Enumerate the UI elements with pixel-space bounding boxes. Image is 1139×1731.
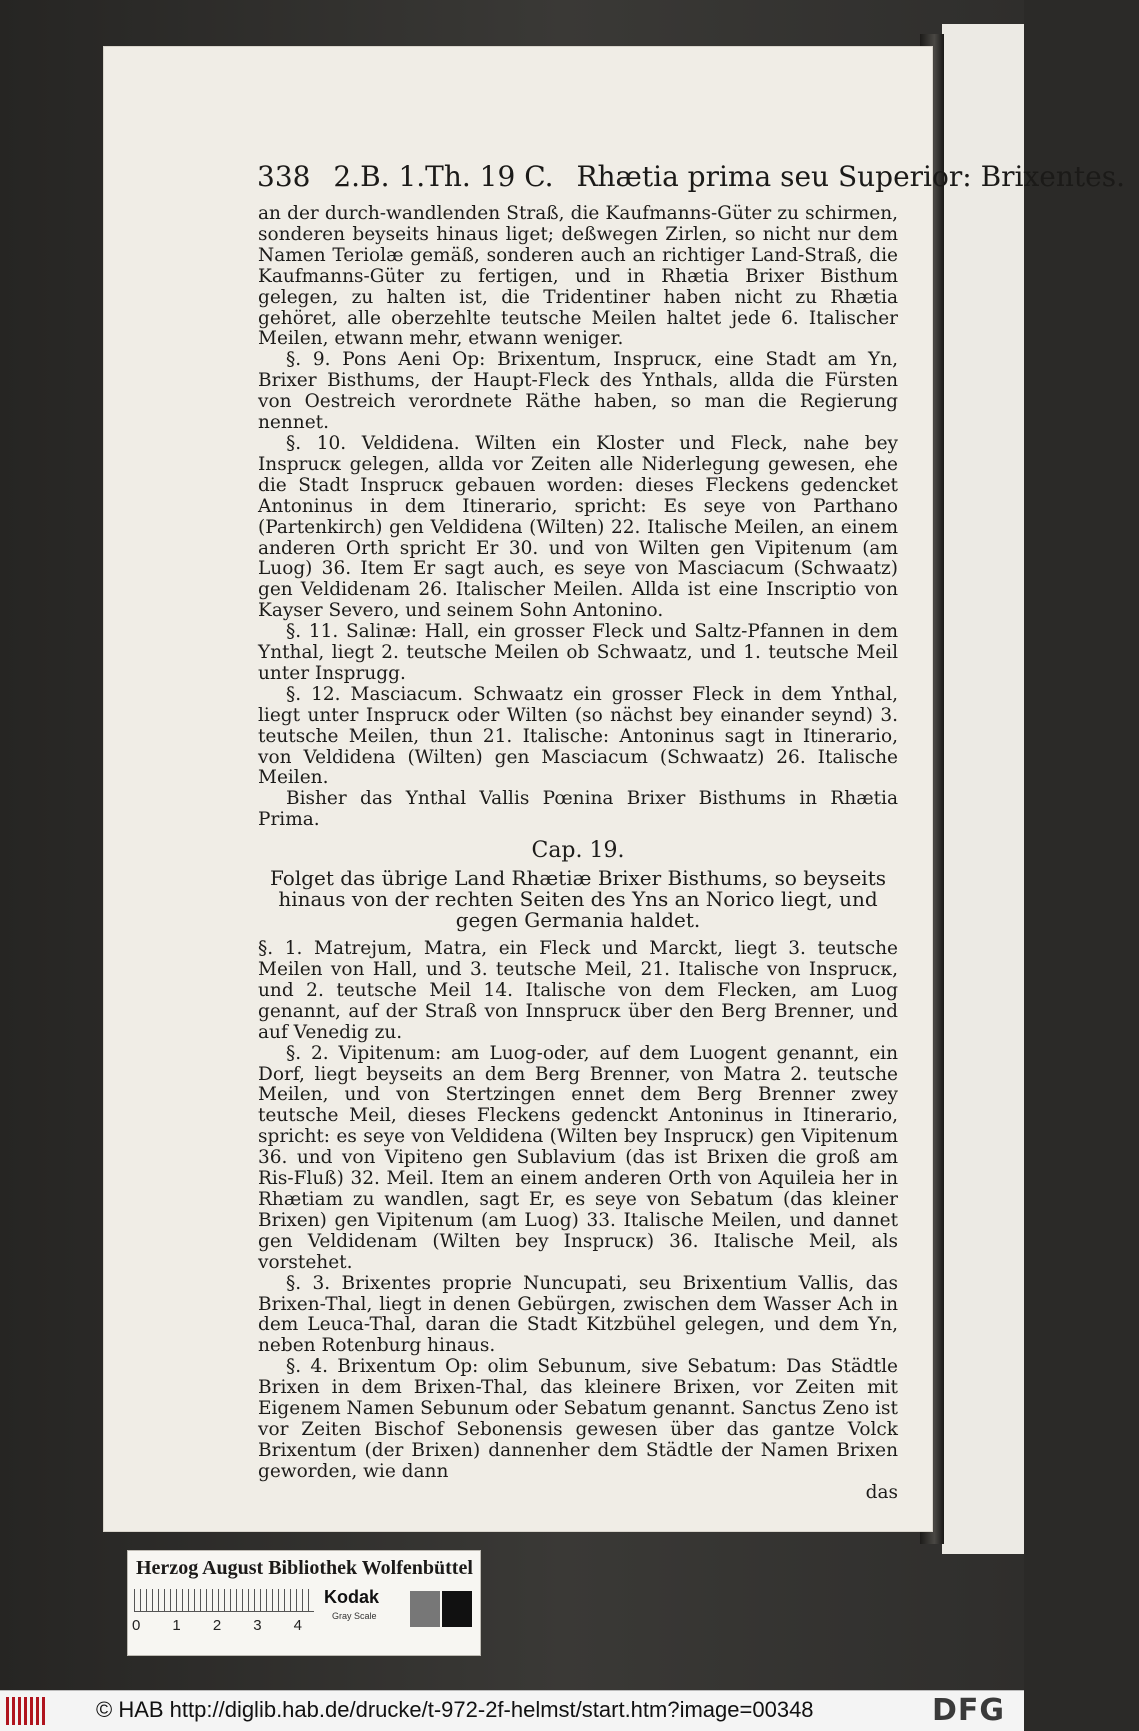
page-number: 338 xyxy=(257,160,311,193)
ruler-number: 2 xyxy=(212,1617,222,1634)
paragraph-11: §. 11. Salinæ: Hall, ein grosser Fleck und Saltz-Pfannen in dem Ynthal, liegt 2. teutsche Meilen ob Schwaatz, und 1. teutsche Meil unter Insprugg. xyxy=(258,621,898,684)
kodak-logo: Kodak xyxy=(324,1587,380,1607)
paragraph-9: §. 9. Pons Aeni Op: Brixentum, Insprucк, eine Stadt am Yn, Brixer Bisthums, der Haupt-Fleck des Ynthals, allda die Fürsten von Oestreich verordnete Räthe haben, so man die Regierung nennet. xyxy=(258,349,898,434)
section-1: §. 1. Matrejum, Matra, ein Fleck und Marckt, liegt 3. teutsche Meilen von Hall, und 3. teutsche Meil, 21. Italische von Insprucк, und 2. teutsche Meil 14. Italische von dem Flecken, am Luog genannt, auf der Straß von Innsprucк über den Berg Brenner, und auf Venedig zu. xyxy=(258,938,898,1043)
black-swatch xyxy=(442,1591,472,1627)
ruler-number: 4 xyxy=(293,1617,302,1634)
paragraph-10: §. 10. Veldidena. Wilten ein Kloster und Fleck, nahe bey Insprucк gelegen, allda vor Zeiten alle Niderlegung gewesen, ehe die Stadt Insprucк gebauen worden: dieses Fleckens gedencket Antoninus in dem Itinerario, spricht: Es seye von Parthano (Partenkirch) gen Veldidena (Wilten) 22. Italische Meilen, an einem anderen Orth spricht Er 30. und von Wilten gen Vipitenum (am Luog) 36. Item Er sagt auch, es seye von Masciacum (Schwaatz) gen Veldidenam 26. Italischer Meilen. Allda ist eine Inscriptio von Kayser Severo, und seinem Sohn Antonino. xyxy=(258,432,898,622)
barcode-icon xyxy=(6,1697,46,1725)
section-4: §. 4. Brixentum Op: olim Sebunum, sive Sebatum: Das Städtle Brixen in dem Brixen-Thal, das kleinere Brixen, vor Zeiten mit Eigenem Namen Sebunum oder Sebatum genannt. Sanctus Zeno ist vor Zeiten Bischof Sebonensis gewesen über das gantze Volck Brixentum (der Brixen) dannenher dem Städtle der Namen Brixen geworden, wie dann xyxy=(258,1356,898,1482)
source-link[interactable]: © HAB http://diglib.hab.de/drucke/t-972-2f-helmst/start.htm?image=00348 xyxy=(96,1697,814,1722)
page-text xyxy=(258,204,898,1504)
catchword: das xyxy=(865,1481,898,1503)
chapter-heading: Cap. 19. xyxy=(531,838,625,864)
viewer-footer xyxy=(0,1690,1024,1731)
chapter-title: Folget das übrige Land Rhætiæ Brixer Bisthums, so beyseits hinaus von der rechten Seiten des Yns an Norico liegt, und gegen Germania haldet. xyxy=(270,866,886,933)
dfg-logo: DFG xyxy=(932,1693,1006,1728)
ruler-number: 1 xyxy=(172,1617,181,1634)
ruler-number: 3 xyxy=(253,1617,262,1634)
scale-ruler xyxy=(134,1589,314,1612)
section-2: §. 2. Vipitenum: am Luog-oder, auf dem Luogent genannt, ein Dorf, liegt beyseits an dem Berg Brenner, von Matra 2. teutsche Meilen, und von Stertzingen ennet dem Berg Brenner zwey teutsche Meil, dieses Fleckens gedenckt Antoninus in Itinerario, spricht: es seye von Veldidena (Wilten bey Insprucк) gen Vipitenum 36. und von Vipiteno gen Sublavium (das ist Brixen die groß am Ris-Fluß) 32. Meil. Item an einem anderen Orth von Aquileia her in Rhætiam zu wandlen, sagt Er, es seye von Sebatum (das kleiner Brixen) gen Vipitenum (am Luog) 33. Italische Meilen, und dannet gen Veldidenam (Wilten bey Insprucк) 36. Italische Meil, als vorstehet. xyxy=(258,1042,898,1273)
facing-page-edge xyxy=(942,24,1024,1554)
page-header xyxy=(257,160,1125,200)
ruler-numbers xyxy=(132,1617,302,1634)
running-title: Rhætia prima seu Superior: Brixentes. xyxy=(576,160,1125,193)
section-3: §. 3. Brixentes proprie Nuncupati, seu Brixentium Vallis, das Brixen-Thal, liegt in denen Gebürgen, zwischen dem Wasser Ach in dem Leuca-Thal, daran die Stadt Kitzbühel gelegen, und dem Yn, neben Rotenburg hinaus. xyxy=(258,1272,898,1357)
ruler-number: 0 xyxy=(132,1617,141,1634)
paragraph-summary: Bisher das Ynthal Vallis Pœnina Brixer Bisthums in Rhætia Prima. xyxy=(258,788,898,831)
library-label xyxy=(127,1550,481,1656)
paragraph-12: §. 12. Masciacum. Schwaatz ein grosser Fleck in dem Ynthal, liegt unter Insprucк oder Wilten (so nächst bey einander seynd) 3. teutsche Meilen, thun 21. Italische: Antoninus sagt in Itinerario, von Veldidena (Wilten) gen Masciacum (Schwaatz) 26. Italische Meilen. xyxy=(258,683,898,789)
gray-swatch xyxy=(410,1591,440,1627)
paragraph: an der durch-wandlenden Straß, die Kaufmanns-Güter zu schirmen, sonderen beyseits hinaus liget; deßwegen Zirlen, so nicht nur dem Namen Teriolæ gemäß, sonderen auch an richtiger Land-Straß, die Kaufmanns-Güter zu fertigen, und in Rhætia Brixer Bisthum gelegen, zu halten ist, die Tridentiner haben nicht zu Rhætia gehöret, alle oberzehlte teutsche Meilen haltet jede 6. Italischer Meilen, etwann mehr, etwann weniger. xyxy=(258,203,898,350)
section-reference: 2.B. 1.Th. 19 C. xyxy=(333,160,554,193)
institution-name: Herzog August Bibliothek Wolfenbüttel xyxy=(136,1557,473,1579)
gray-scale-label: Gray Scale xyxy=(332,1611,377,1621)
